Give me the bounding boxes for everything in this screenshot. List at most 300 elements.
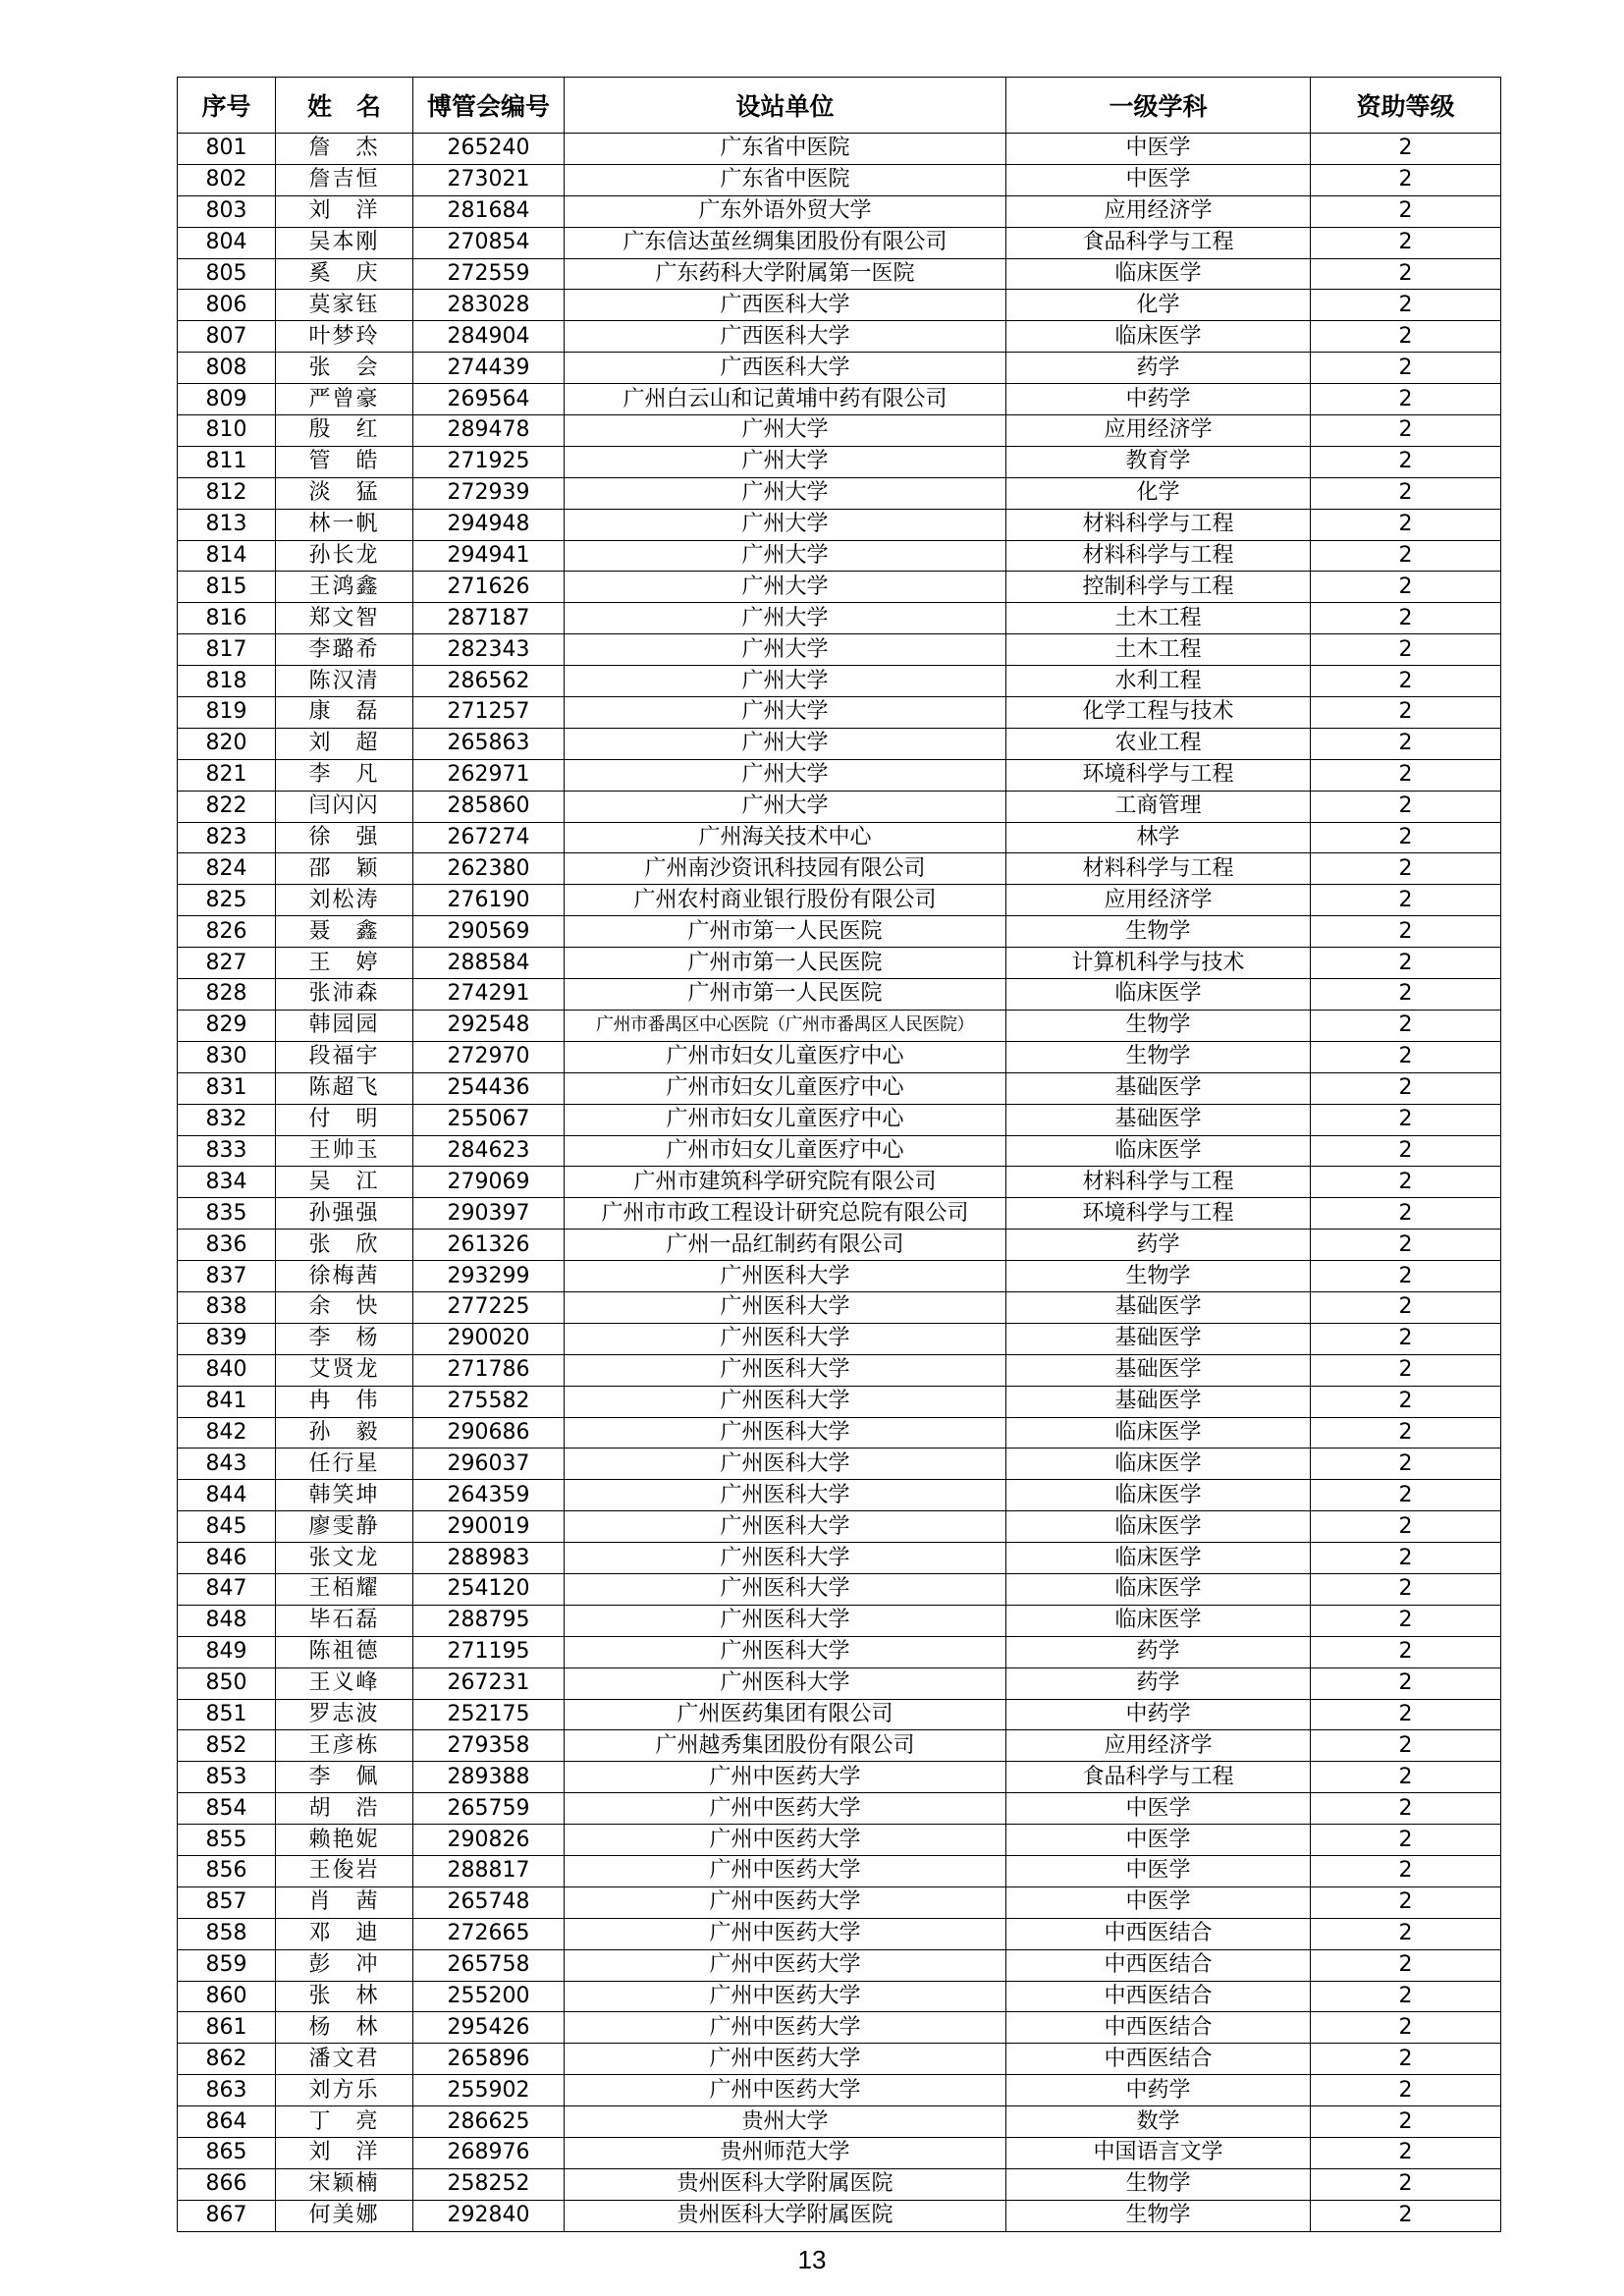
cell-unit: 广州中医药大学 <box>565 1855 1006 1886</box>
table-row <box>178 134 1501 165</box>
table-row <box>178 1480 1501 1511</box>
table-row <box>178 1261 1501 1292</box>
cell-id: 288795 <box>413 1605 565 1636</box>
cell-unit: 广州医科大学 <box>565 1354 1006 1386</box>
cell-index: 831 <box>178 1072 276 1104</box>
cell-grade: 2 <box>1311 1041 1501 1072</box>
cell-index: 821 <box>178 759 276 791</box>
cell-unit: 广州大学 <box>565 666 1006 697</box>
cell-name: 韩园园 <box>276 1010 413 1041</box>
cell-discipline: 水利工程 <box>1006 666 1311 697</box>
table-row <box>178 791 1501 822</box>
cell-id: 255067 <box>413 1104 565 1135</box>
table-row <box>178 2106 1501 2138</box>
cell-id: 292548 <box>413 1010 565 1041</box>
cell-index: 835 <box>178 1198 276 1230</box>
cell-discipline: 农业工程 <box>1006 728 1311 759</box>
table-row <box>178 446 1501 477</box>
cell-discipline: 临床医学 <box>1006 1573 1311 1605</box>
cell-discipline: 临床医学 <box>1006 321 1311 353</box>
cell-index: 806 <box>178 290 276 321</box>
cell-unit: 广州大学 <box>565 791 1006 822</box>
cell-id: 262971 <box>413 759 565 791</box>
cell-grade: 2 <box>1311 1855 1501 1886</box>
cell-discipline: 中药学 <box>1006 2075 1311 2106</box>
cell-unit: 广州大学 <box>565 759 1006 791</box>
cell-id: 273021 <box>413 164 565 195</box>
table-row <box>178 759 1501 791</box>
cell-index: 853 <box>178 1762 276 1793</box>
cell-grade: 2 <box>1311 916 1501 948</box>
cell-unit: 广州中医药大学 <box>565 1949 1006 1981</box>
header-id: 博管会编号 <box>413 78 565 134</box>
cell-name: 吴 江 <box>276 1167 413 1198</box>
cell-grade: 2 <box>1311 666 1501 697</box>
table-row <box>178 2075 1501 2106</box>
cell-grade: 2 <box>1311 948 1501 979</box>
cell-grade: 2 <box>1311 1104 1501 1135</box>
cell-grade: 2 <box>1311 979 1501 1011</box>
cell-unit: 广州市妇女儿童医疗中心 <box>565 1072 1006 1104</box>
cell-name: 艾贤龙 <box>276 1354 413 1386</box>
cell-id: 261326 <box>413 1230 565 1261</box>
cell-grade: 2 <box>1311 321 1501 353</box>
cell-discipline: 应用经济学 <box>1006 885 1311 916</box>
cell-index: 820 <box>178 728 276 759</box>
cell-index: 813 <box>178 509 276 540</box>
cell-name: 廖雯静 <box>276 1511 413 1543</box>
cell-name: 王帅玉 <box>276 1135 413 1167</box>
cell-id: 294948 <box>413 509 565 540</box>
cell-grade: 2 <box>1311 134 1501 165</box>
cell-id: 265759 <box>413 1793 565 1825</box>
cell-index: 850 <box>178 1667 276 1699</box>
cell-id: 265896 <box>413 2044 565 2075</box>
cell-name: 潘文君 <box>276 2044 413 2075</box>
cell-index: 852 <box>178 1730 276 1762</box>
cell-unit: 广州越秀集团股份有限公司 <box>565 1730 1006 1762</box>
cell-grade: 2 <box>1311 2138 1501 2169</box>
cell-unit: 广西医科大学 <box>565 321 1006 353</box>
cell-unit: 广州医科大学 <box>565 1261 1006 1292</box>
table-row <box>178 948 1501 979</box>
cell-id: 272939 <box>413 477 565 509</box>
cell-grade: 2 <box>1311 759 1501 791</box>
cell-name: 陈超飞 <box>276 1072 413 1104</box>
cell-discipline: 临床医学 <box>1006 1543 1311 1574</box>
cell-grade: 2 <box>1311 1762 1501 1793</box>
cell-id: 276190 <box>413 885 565 916</box>
cell-index: 838 <box>178 1291 276 1323</box>
cell-grade: 2 <box>1311 1135 1501 1167</box>
cell-id: 268976 <box>413 2138 565 2169</box>
cell-discipline: 临床医学 <box>1006 1417 1311 1449</box>
cell-id: 295426 <box>413 2012 565 2044</box>
cell-index: 816 <box>178 603 276 634</box>
table-row <box>178 1135 1501 1167</box>
cell-name: 邵 颖 <box>276 853 413 885</box>
cell-unit: 广州市妇女儿童医疗中心 <box>565 1104 1006 1135</box>
cell-index: 857 <box>178 1886 276 1918</box>
cell-grade: 2 <box>1311 2200 1501 2231</box>
cell-name: 韩笑坤 <box>276 1480 413 1511</box>
cell-grade: 2 <box>1311 2075 1501 2106</box>
cell-name: 胡 浩 <box>276 1793 413 1825</box>
cell-index: 802 <box>178 164 276 195</box>
cell-grade: 2 <box>1311 1573 1501 1605</box>
cell-name: 毕石磊 <box>276 1605 413 1636</box>
table-row <box>178 384 1501 415</box>
cell-index: 842 <box>178 1417 276 1449</box>
cell-discipline: 基础医学 <box>1006 1104 1311 1135</box>
cell-unit: 广州中医药大学 <box>565 2075 1006 2106</box>
cell-name: 李璐希 <box>276 634 413 666</box>
cell-grade: 2 <box>1311 1636 1501 1667</box>
cell-name: 张 林 <box>276 1981 413 2012</box>
cell-index: 844 <box>178 1480 276 1511</box>
cell-name: 王俊岩 <box>276 1855 413 1886</box>
cell-discipline: 土木工程 <box>1006 603 1311 634</box>
table-row <box>178 1354 1501 1386</box>
cell-unit: 广州市第一人民医院 <box>565 916 1006 948</box>
table-row <box>178 885 1501 916</box>
cell-unit: 广州大学 <box>565 603 1006 634</box>
cell-id: 274291 <box>413 979 565 1011</box>
cell-grade: 2 <box>1311 1323 1501 1354</box>
cell-index: 839 <box>178 1323 276 1354</box>
cell-index: 867 <box>178 2200 276 2231</box>
cell-unit: 广州医科大学 <box>565 1636 1006 1667</box>
cell-name: 管 皓 <box>276 446 413 477</box>
cell-name: 康 磊 <box>276 697 413 729</box>
cell-id: 286562 <box>413 666 565 697</box>
header-grade: 资助等级 <box>1311 78 1501 134</box>
cell-unit: 广州大学 <box>565 540 1006 572</box>
cell-id: 267274 <box>413 822 565 853</box>
table-row <box>178 1511 1501 1543</box>
cell-id: 279069 <box>413 1167 565 1198</box>
funding-table <box>177 77 1501 2232</box>
cell-id: 281684 <box>413 195 565 227</box>
cell-discipline: 基础医学 <box>1006 1323 1311 1354</box>
cell-index: 827 <box>178 948 276 979</box>
cell-name: 奚 庆 <box>276 258 413 290</box>
cell-id: 265240 <box>413 134 565 165</box>
cell-unit: 广西医科大学 <box>565 353 1006 384</box>
cell-grade: 2 <box>1311 2012 1501 2044</box>
table-row <box>178 1636 1501 1667</box>
cell-unit: 广东省中医院 <box>565 134 1006 165</box>
cell-grade: 2 <box>1311 1198 1501 1230</box>
cell-name: 刘方乐 <box>276 2075 413 2106</box>
cell-discipline: 中医学 <box>1006 1886 1311 1918</box>
table-row <box>178 164 1501 195</box>
cell-name: 李 佩 <box>276 1762 413 1793</box>
cell-discipline: 中医学 <box>1006 164 1311 195</box>
cell-name: 詹 杰 <box>276 134 413 165</box>
cell-unit: 广州海关技术中心 <box>565 822 1006 853</box>
table-row <box>178 2044 1501 2075</box>
cell-id: 284623 <box>413 1135 565 1167</box>
cell-index: 864 <box>178 2106 276 2138</box>
cell-grade: 2 <box>1311 572 1501 603</box>
cell-unit: 广州医科大学 <box>565 1323 1006 1354</box>
cell-discipline: 临床医学 <box>1006 1449 1311 1480</box>
cell-discipline: 中西医结合 <box>1006 2012 1311 2044</box>
cell-discipline: 中国语言文学 <box>1006 2138 1311 2169</box>
table-row <box>178 1417 1501 1449</box>
cell-unit: 广州医药集团有限公司 <box>565 1699 1006 1730</box>
cell-discipline: 化学 <box>1006 477 1311 509</box>
table-row <box>178 1041 1501 1072</box>
cell-discipline: 数学 <box>1006 2106 1311 2138</box>
cell-id: 262380 <box>413 853 565 885</box>
cell-discipline: 药学 <box>1006 1230 1311 1261</box>
cell-discipline: 临床医学 <box>1006 1480 1311 1511</box>
cell-grade: 2 <box>1311 384 1501 415</box>
cell-name: 宋颖楠 <box>276 2168 413 2200</box>
cell-discipline: 食品科学与工程 <box>1006 1762 1311 1793</box>
cell-name: 殷 红 <box>276 415 413 447</box>
cell-discipline: 化学工程与技术 <box>1006 697 1311 729</box>
table-row <box>178 1667 1501 1699</box>
table-row <box>178 1198 1501 1230</box>
table-row <box>178 2200 1501 2231</box>
cell-index: 855 <box>178 1825 276 1856</box>
cell-id: 272665 <box>413 1918 565 1949</box>
cell-grade: 2 <box>1311 1793 1501 1825</box>
cell-grade: 2 <box>1311 1072 1501 1104</box>
cell-index: 861 <box>178 2012 276 2044</box>
cell-index: 865 <box>178 2138 276 2169</box>
cell-grade: 2 <box>1311 2106 1501 2138</box>
cell-id: 271626 <box>413 572 565 603</box>
cell-unit: 广州大学 <box>565 634 1006 666</box>
cell-grade: 2 <box>1311 353 1501 384</box>
cell-index: 825 <box>178 885 276 916</box>
cell-unit: 广州大学 <box>565 572 1006 603</box>
table-row <box>178 1730 1501 1762</box>
cell-discipline: 临床医学 <box>1006 1511 1311 1543</box>
cell-discipline: 基础医学 <box>1006 1072 1311 1104</box>
table-row <box>178 2012 1501 2044</box>
cell-discipline: 环境科学与工程 <box>1006 1198 1311 1230</box>
cell-discipline: 中西医结合 <box>1006 1918 1311 1949</box>
cell-grade: 2 <box>1311 446 1501 477</box>
cell-grade: 2 <box>1311 1918 1501 1949</box>
cell-discipline: 食品科学与工程 <box>1006 227 1311 258</box>
cell-unit: 广州中医药大学 <box>565 1981 1006 2012</box>
table-body <box>178 134 1501 2232</box>
cell-discipline: 中西医结合 <box>1006 2044 1311 2075</box>
cell-discipline: 药学 <box>1006 1636 1311 1667</box>
cell-index: 862 <box>178 2044 276 2075</box>
cell-name: 莫家钰 <box>276 290 413 321</box>
cell-name: 孙长龙 <box>276 540 413 572</box>
cell-discipline: 生物学 <box>1006 1261 1311 1292</box>
cell-unit: 贵州医科大学附属医院 <box>565 2168 1006 2200</box>
cell-id: 265863 <box>413 728 565 759</box>
cell-name: 刘 超 <box>276 728 413 759</box>
cell-index: 845 <box>178 1511 276 1543</box>
cell-discipline: 中医学 <box>1006 1793 1311 1825</box>
cell-grade: 2 <box>1311 164 1501 195</box>
cell-name: 淡 猛 <box>276 477 413 509</box>
cell-index: 818 <box>178 666 276 697</box>
table-row <box>178 697 1501 729</box>
cell-name: 孙 毅 <box>276 1417 413 1449</box>
cell-unit: 广州大学 <box>565 477 1006 509</box>
cell-unit: 广东外语外贸大学 <box>565 195 1006 227</box>
cell-name: 陈汉清 <box>276 666 413 697</box>
cell-name: 冉 伟 <box>276 1386 413 1417</box>
cell-index: 810 <box>178 415 276 447</box>
cell-discipline: 应用经济学 <box>1006 415 1311 447</box>
table-row <box>178 1886 1501 1918</box>
table-row <box>178 822 1501 853</box>
cell-name: 付 明 <box>276 1104 413 1135</box>
cell-name: 王彦栋 <box>276 1730 413 1762</box>
cell-unit: 广州医科大学 <box>565 1667 1006 1699</box>
cell-name: 聂 鑫 <box>276 916 413 948</box>
cell-unit: 广州市建筑科学研究院有限公司 <box>565 1167 1006 1198</box>
cell-discipline: 材料科学与工程 <box>1006 509 1311 540</box>
cell-id: 288584 <box>413 948 565 979</box>
cell-unit: 广州医科大学 <box>565 1417 1006 1449</box>
cell-id: 288983 <box>413 1543 565 1574</box>
cell-grade: 2 <box>1311 1949 1501 1981</box>
table-row <box>178 2138 1501 2169</box>
cell-index: 811 <box>178 446 276 477</box>
cell-name: 刘松涛 <box>276 885 413 916</box>
cell-id: 254120 <box>413 1573 565 1605</box>
cell-discipline: 中西医结合 <box>1006 1981 1311 2012</box>
table-row <box>178 415 1501 447</box>
cell-id: 265758 <box>413 1949 565 1981</box>
cell-index: 858 <box>178 1918 276 1949</box>
cell-index: 854 <box>178 1793 276 1825</box>
cell-grade: 2 <box>1311 728 1501 759</box>
cell-id: 255902 <box>413 2075 565 2106</box>
table-row <box>178 1949 1501 1981</box>
cell-name: 彭 冲 <box>276 1949 413 1981</box>
cell-discipline: 计算机科学与技术 <box>1006 948 1311 979</box>
cell-discipline: 生物学 <box>1006 2168 1311 2200</box>
cell-unit: 广州市第一人民医院 <box>565 979 1006 1011</box>
cell-unit: 广州医科大学 <box>565 1573 1006 1605</box>
cell-name: 王鸿鑫 <box>276 572 413 603</box>
cell-discipline: 临床医学 <box>1006 979 1311 1011</box>
cell-name: 刘 洋 <box>276 195 413 227</box>
cell-grade: 2 <box>1311 603 1501 634</box>
cell-discipline: 基础医学 <box>1006 1386 1311 1417</box>
cell-name: 余 快 <box>276 1291 413 1323</box>
cell-index: 837 <box>178 1261 276 1292</box>
cell-name: 张文龙 <box>276 1543 413 1574</box>
table-row <box>178 1573 1501 1605</box>
cell-grade: 2 <box>1311 509 1501 540</box>
cell-unit: 广州医科大学 <box>565 1543 1006 1574</box>
cell-discipline: 控制科学与工程 <box>1006 572 1311 603</box>
table-row <box>178 353 1501 384</box>
table-row <box>178 1291 1501 1323</box>
cell-grade: 2 <box>1311 791 1501 822</box>
cell-name: 林一帆 <box>276 509 413 540</box>
cell-index: 848 <box>178 1605 276 1636</box>
cell-id: 269564 <box>413 384 565 415</box>
cell-id: 271786 <box>413 1354 565 1386</box>
cell-discipline: 中医学 <box>1006 1855 1311 1886</box>
table-row <box>178 1543 1501 1574</box>
cell-index: 826 <box>178 916 276 948</box>
table-header-row <box>178 78 1501 134</box>
table-row <box>178 1323 1501 1354</box>
cell-grade: 2 <box>1311 1667 1501 1699</box>
cell-name: 丁 亮 <box>276 2106 413 2138</box>
cell-grade: 2 <box>1311 1699 1501 1730</box>
cell-id: 274439 <box>413 353 565 384</box>
cell-discipline: 中医学 <box>1006 1825 1311 1856</box>
cell-unit: 广州中医药大学 <box>565 1918 1006 1949</box>
table-row <box>178 916 1501 948</box>
cell-index: 841 <box>178 1386 276 1417</box>
cell-grade: 2 <box>1311 1981 1501 2012</box>
cell-grade: 2 <box>1311 1261 1501 1292</box>
cell-discipline: 材料科学与工程 <box>1006 540 1311 572</box>
cell-id: 293299 <box>413 1261 565 1292</box>
table-row <box>178 603 1501 634</box>
cell-name: 邓 迪 <box>276 1918 413 1949</box>
header-name: 姓 名 <box>276 78 413 134</box>
table-row <box>178 1386 1501 1417</box>
cell-grade: 2 <box>1311 290 1501 321</box>
cell-unit: 广州中医药大学 <box>565 1793 1006 1825</box>
cell-id: 282343 <box>413 634 565 666</box>
cell-grade: 2 <box>1311 634 1501 666</box>
cell-unit: 广州中医药大学 <box>565 2044 1006 2075</box>
cell-index: 801 <box>178 134 276 165</box>
cell-index: 824 <box>178 853 276 885</box>
cell-grade: 2 <box>1311 1605 1501 1636</box>
cell-index: 807 <box>178 321 276 353</box>
cell-name: 何美娜 <box>276 2200 413 2231</box>
cell-grade: 2 <box>1311 1511 1501 1543</box>
cell-grade: 2 <box>1311 1886 1501 1918</box>
cell-unit: 广州白云山和记黄埔中药有限公司 <box>565 384 1006 415</box>
cell-index: 833 <box>178 1135 276 1167</box>
table-row <box>178 1072 1501 1104</box>
table-row <box>178 1167 1501 1198</box>
cell-unit: 广州中医药大学 <box>565 1825 1006 1856</box>
cell-grade: 2 <box>1311 258 1501 290</box>
cell-unit: 广州医科大学 <box>565 1511 1006 1543</box>
cell-id: 290020 <box>413 1323 565 1354</box>
cell-id: 287187 <box>413 603 565 634</box>
cell-id: 265748 <box>413 1886 565 1918</box>
cell-grade: 2 <box>1311 415 1501 447</box>
cell-id: 272970 <box>413 1041 565 1072</box>
cell-unit: 广州农村商业银行股份有限公司 <box>565 885 1006 916</box>
cell-grade: 2 <box>1311 1291 1501 1323</box>
cell-id: 294941 <box>413 540 565 572</box>
funding-table-container <box>177 77 1501 2232</box>
cell-index: 849 <box>178 1636 276 1667</box>
cell-discipline: 中西医结合 <box>1006 1949 1311 1981</box>
cell-grade: 2 <box>1311 1825 1501 1856</box>
cell-id: 284904 <box>413 321 565 353</box>
header-index: 序号 <box>178 78 276 134</box>
cell-grade: 2 <box>1311 1543 1501 1574</box>
